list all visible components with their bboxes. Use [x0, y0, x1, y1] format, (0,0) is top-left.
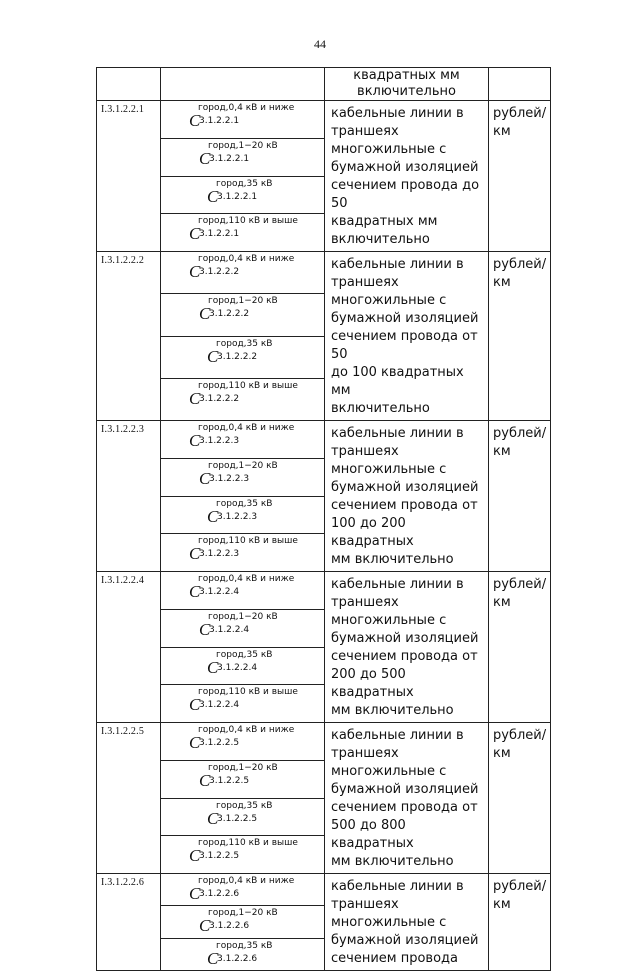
formula-superscript: город,1−20 кВ — [208, 611, 278, 622]
formula-cell — [161, 496, 325, 534]
formula-symbol: C — [189, 884, 201, 903]
formula-cell — [161, 214, 325, 252]
formula-superscript: город,0,4 кВ и ниже — [198, 103, 295, 113]
formula-superscript: город,1−20 кВ — [208, 908, 278, 919]
formula-subscript: 3.1.2.2.5 — [199, 851, 240, 862]
formula-superscript: город,0,4 кВ и ниже — [198, 254, 295, 264]
description-line: бумажной изоляцией — [331, 631, 479, 646]
formula-symbol: C — [207, 346, 219, 366]
code-cell: I.3.1.2.2.2 — [97, 252, 161, 421]
description-line: траншеях — [331, 897, 399, 912]
formula-symbol: C — [207, 506, 219, 526]
formula-symbol: C — [189, 388, 201, 408]
formula-subscript: 3.1.2.2.5 — [209, 775, 250, 786]
formula-symbol: C — [189, 224, 201, 244]
table-row — [97, 421, 551, 459]
formula-symbol: C — [207, 948, 219, 968]
formula-subscript: 3.1.2.2.2 — [209, 309, 250, 320]
formula-superscript: город,110 кВ и выше — [198, 687, 298, 698]
description-line: бумажной изоляцией — [331, 311, 479, 326]
formula-superscript: город,0,4 кВ и ниже — [198, 876, 295, 886]
formula-symbol: C — [189, 262, 201, 281]
code-cell — [97, 68, 161, 101]
formula-subscript: 3.1.2.2.1 — [199, 116, 240, 126]
code-cell: I.3.1.2.2.6 — [97, 874, 161, 971]
formula-symbol: C — [199, 304, 211, 324]
description-line: включительно — [357, 84, 456, 99]
formula-subscript: 3.1.2.2.6 — [199, 889, 240, 899]
formula-cell — [161, 798, 325, 836]
code-cell: I.3.1.2.2.3 — [97, 421, 161, 572]
description-line: мм включительно — [331, 854, 454, 869]
formula-cell — [161, 723, 325, 761]
formula-cell — [161, 534, 325, 572]
formula-superscript: город,35 кВ — [216, 649, 273, 660]
description-line: кабельные линии в — [331, 426, 464, 441]
table-row — [97, 572, 551, 610]
formula-cell — [161, 760, 325, 798]
formula-cell — [161, 685, 325, 723]
description-line: кабельные линии в — [331, 577, 464, 592]
formula-subscript: 3.1.2.2.4 — [209, 624, 250, 635]
description-line: бумажной изоляцией — [331, 160, 479, 175]
formula-cell — [161, 874, 325, 906]
formula-subscript: 3.1.2.2.5 — [199, 738, 240, 748]
formula-superscript: город,0,4 кВ и ниже — [198, 725, 295, 735]
unit-cell: рублей/км — [489, 874, 551, 971]
formula-subscript: 3.1.2.2.1 — [199, 229, 240, 240]
formula-subscript: 3.1.2.2.3 — [209, 473, 250, 484]
formula-superscript: город,0,4 кВ и ниже — [198, 423, 295, 433]
formula-cell — [161, 138, 325, 176]
formula-symbol: C — [189, 431, 201, 450]
formula-superscript: город,0,4 кВ и ниже — [198, 574, 295, 584]
formula-cell — [161, 378, 325, 420]
formula-cell — [161, 609, 325, 647]
formula-symbol: C — [189, 846, 201, 866]
page-number: 44 — [314, 37, 326, 51]
formula-cell — [161, 458, 325, 496]
tariff-table — [96, 67, 551, 971]
description-line: сечением провода до 50 — [331, 178, 480, 211]
formula-superscript: город,35 кВ — [216, 338, 273, 349]
formula-superscript: город,35 кВ — [216, 800, 273, 811]
formula-symbol: C — [189, 544, 201, 564]
description-line: траншеях — [331, 746, 399, 761]
description-line: траншеях — [331, 595, 399, 610]
formula-superscript: город,1−20 кВ — [208, 296, 278, 307]
formula-symbol: C — [207, 808, 219, 828]
description-line: квадратных мм — [353, 68, 460, 83]
formula-cell — [161, 836, 325, 874]
formula-cell — [161, 176, 325, 214]
description-cell — [325, 723, 489, 874]
formula-cell — [161, 938, 325, 970]
formula-subscript: 3.1.2.2.2 — [199, 393, 240, 404]
code-cell: I.3.1.2.2.4 — [97, 572, 161, 723]
formula-cell — [161, 101, 325, 139]
description-line: бумажной изоляцией — [331, 782, 479, 797]
description-line: мм включительно — [331, 703, 454, 718]
description-line: включительно — [331, 401, 430, 416]
description-line: 100 до 200 квадратных — [331, 516, 414, 549]
unit-cell: рублей/км — [489, 101, 551, 252]
description-line: многожильные с — [331, 613, 447, 628]
table-row — [97, 101, 551, 139]
formula-symbol: C — [199, 916, 211, 936]
unit-cell: рублей/км — [489, 723, 551, 874]
formula-superscript: город,1−20 кВ — [208, 762, 278, 773]
description-line: сечением провода от — [331, 649, 478, 664]
formula-subscript: 3.1.2.2.3 — [199, 436, 240, 446]
formula-subscript: 3.1.2.2.2 — [199, 267, 240, 277]
description-line: кабельные линии в — [331, 257, 464, 272]
formula-subscript: 3.1.2.2.3 — [199, 549, 240, 560]
description-cell — [325, 874, 489, 971]
formula-cell — [161, 68, 325, 101]
formula-superscript: город,110 кВ и выше — [198, 216, 298, 227]
formula-symbol: C — [207, 186, 219, 206]
formula-symbol: C — [189, 733, 201, 752]
description-line: бумажной изоляцией — [331, 933, 479, 948]
formula-symbol: C — [207, 657, 219, 677]
description-line: сечением провода — [331, 951, 458, 966]
formula-subscript: 3.1.2.2.6 — [217, 953, 258, 964]
formula-cell — [161, 421, 325, 459]
description-line: кабельные линии в — [331, 728, 464, 743]
formula-symbol: C — [199, 468, 211, 488]
description-line: многожильные с — [331, 293, 447, 308]
description-line: 500 до 800 квадратных — [331, 818, 414, 851]
formula-subscript: 3.1.2.2.4 — [199, 700, 240, 711]
formula-cell — [161, 647, 325, 685]
formula-superscript: город,35 кВ — [216, 498, 273, 509]
description-line: включительно — [331, 232, 430, 247]
description-line: многожильные с — [331, 142, 447, 157]
formula-subscript: 3.1.2.2.4 — [199, 587, 240, 597]
description-line: до 100 квадратных мм — [331, 365, 464, 398]
description-line: сечением провода от — [331, 498, 478, 513]
description-line: сечением провода от 50 — [331, 329, 478, 362]
description-line: сечением провода от — [331, 800, 478, 815]
description-cell — [325, 68, 489, 101]
formula-symbol: C — [189, 111, 201, 130]
table-row — [97, 874, 551, 906]
formula-symbol: C — [199, 148, 211, 168]
formula-superscript: город,1−20 кВ — [208, 140, 278, 151]
unit-cell: рублей/км — [489, 252, 551, 421]
description-line: кабельные линии в — [331, 879, 464, 894]
description-line: многожильные с — [331, 915, 447, 930]
description-line: траншеях — [331, 124, 399, 139]
unit-cell: рублей/км — [489, 421, 551, 572]
unit-cell: рублей/км — [489, 572, 551, 723]
formula-symbol: C — [189, 695, 201, 715]
formula-symbol: C — [199, 619, 211, 639]
formula-subscript: 3.1.2.2.2 — [217, 351, 258, 362]
description-cell — [325, 572, 489, 723]
description-cell — [325, 421, 489, 572]
description-line: многожильные с — [331, 462, 447, 477]
description-line: 200 до 500 квадратных — [331, 667, 414, 700]
continuation-row — [97, 68, 551, 101]
formula-subscript: 3.1.2.2.4 — [217, 662, 258, 673]
description-line: многожильные с — [331, 764, 447, 779]
formula-cell — [161, 572, 325, 610]
unit-cell — [489, 68, 551, 101]
description-cell — [325, 252, 489, 421]
formula-superscript: город,110 кВ и выше — [198, 380, 298, 391]
formula-superscript: город,35 кВ — [216, 940, 273, 951]
description-line: бумажной изоляцией — [331, 480, 479, 495]
formula-subscript: 3.1.2.2.6 — [209, 921, 250, 932]
formula-symbol: C — [189, 582, 201, 601]
formula-subscript: 3.1.2.2.1 — [217, 191, 258, 202]
description-line: траншеях — [331, 444, 399, 459]
formula-subscript: 3.1.2.2.3 — [217, 511, 258, 522]
formula-superscript: город,110 кВ и выше — [198, 838, 298, 849]
description-line: мм включительно — [331, 552, 454, 567]
formula-superscript: город,1−20 кВ — [208, 460, 278, 471]
description-line: кабельные линии в — [331, 106, 464, 121]
formula-subscript: 3.1.2.2.5 — [217, 813, 258, 824]
code-cell: I.3.1.2.2.1 — [97, 101, 161, 252]
table-row — [97, 723, 551, 761]
formula-subscript: 3.1.2.2.1 — [209, 153, 250, 164]
formula-cell — [161, 906, 325, 938]
formula-cell — [161, 294, 325, 336]
formula-superscript: город,35 кВ — [216, 178, 273, 189]
description-cell — [325, 101, 489, 252]
formula-symbol: C — [199, 770, 211, 790]
description-line: траншеях — [331, 275, 399, 290]
formula-superscript: город,110 кВ и выше — [198, 536, 298, 547]
formula-cell — [161, 336, 325, 378]
table-row — [97, 252, 551, 294]
formula-cell — [161, 252, 325, 294]
code-cell: I.3.1.2.2.5 — [97, 723, 161, 874]
description-line: квадратных мм — [331, 214, 438, 229]
